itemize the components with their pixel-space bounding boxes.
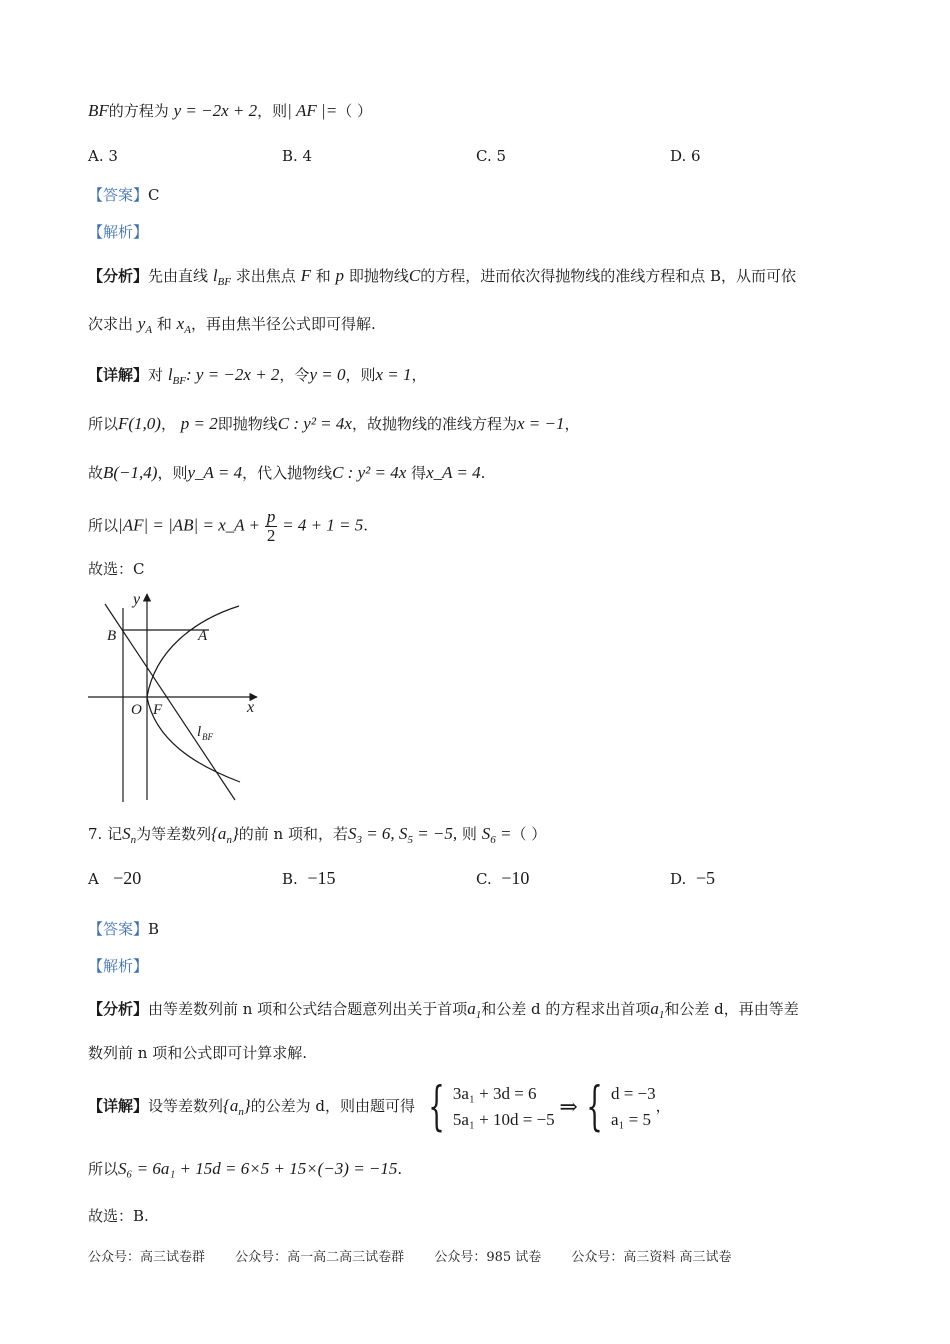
q6-detail-tag: 【详解】	[88, 366, 149, 384]
line-bf	[105, 604, 235, 800]
q7-detail-text: 所以	[88, 1160, 119, 1178]
q6-stem-abs: | AF |=	[287, 101, 338, 120]
q6-stem-bf: BF	[88, 101, 109, 120]
q6-stem-paren: （ ）	[337, 102, 372, 120]
left-brace: {	[586, 1077, 603, 1137]
q7-sn: $S_n$	[122, 824, 137, 846]
q7-option-c	[476, 868, 529, 889]
label-o: O	[131, 702, 142, 718]
q6-detail-eq: y = 0	[309, 365, 346, 384]
q6-analysis-text: 和	[156, 315, 172, 333]
q6-analysis-text: 即抛物线	[348, 267, 409, 285]
q6-analysis-ya: $y_A$	[137, 314, 153, 336]
q6-stem-prefix: 的方程为	[108, 102, 169, 120]
q6-detail-text: 所以	[88, 415, 119, 433]
q6-analysis-xa: $x_A$	[176, 314, 191, 336]
q6-detail-text: 所以	[88, 516, 119, 535]
q7-condition: $S_3 = 6$, $S_5 = -5$,	[347, 824, 458, 846]
fraction-numerator: p	[266, 507, 276, 526]
q7-system-right	[611, 1081, 656, 1133]
q7-detail-line2	[88, 1158, 402, 1180]
q6-detail-line3	[88, 462, 485, 484]
label-x: x	[247, 699, 255, 716]
q7-answer-value: B	[148, 920, 160, 938]
q7-stem-text: 为等差数列	[136, 825, 212, 843]
q7-seq: $\{a_n\}$	[211, 824, 239, 846]
q7-detail-text: ，	[655, 1097, 671, 1115]
q7-detail-text: 设等差数列	[148, 1097, 224, 1115]
q6-detail-eq: x_A = 4	[426, 463, 481, 482]
q6-detail-text: ，则	[345, 366, 376, 384]
q6-stem-mid: ，则	[257, 102, 288, 120]
q7-analysis-text: 和公差 d 的方程求出首项	[481, 1000, 651, 1018]
system-equation: d = −3	[610, 1084, 656, 1103]
q6-detail-text: ，	[411, 366, 427, 384]
q7-detail-line1	[88, 1078, 671, 1140]
q7-a1: $a_1$	[467, 999, 482, 1021]
footer-item: 公众号：高三资料 高三试卷	[571, 1250, 732, 1265]
label-b: B	[107, 628, 117, 644]
option-letter: C.	[476, 870, 492, 888]
q6-detail-text: 故	[88, 464, 104, 482]
label-y: y	[133, 591, 141, 608]
q7-s6: $S_6$ =	[481, 824, 512, 846]
q7-option-d	[670, 868, 715, 889]
q7-stem-text: 的前 n 项和，若	[238, 825, 348, 843]
left-brace: {	[428, 1077, 445, 1137]
q6-option-c: C. 5	[476, 147, 507, 165]
option-value: −15	[307, 868, 336, 888]
q7-analysis-text: 由等差数列前 n 项和公式结合题意列出关于首项	[148, 1000, 468, 1018]
q6-analysis-text: 先由直线	[148, 267, 209, 285]
q7-option-a	[88, 868, 141, 889]
option-value: −10	[501, 868, 530, 888]
q7-conclusion: 故选：B.	[88, 1207, 149, 1225]
q6-analysis-line1	[88, 265, 796, 293]
label-l-sub: BF	[202, 732, 213, 742]
q6-detail-eq: y_A = 4	[187, 463, 243, 482]
q7-answer	[88, 918, 159, 940]
footer-item: 公众号：985 试卷	[434, 1250, 542, 1265]
q6-detail-text: .	[363, 516, 369, 535]
q6-detail-eq: p = 2	[180, 414, 218, 433]
q6-answer	[88, 184, 160, 206]
q6-detail-eq: C : y² = 4x	[332, 463, 407, 482]
q6-detail-text: ，令	[279, 366, 310, 384]
q6-analysis-text: ，再由焦半径公式即可得解.	[190, 315, 376, 333]
option-letter: D.	[670, 870, 687, 888]
q6-detail-text: .	[480, 464, 486, 482]
q7-stem-text: 则	[461, 825, 477, 843]
q6-detail-text: ，	[160, 415, 176, 433]
q6-answer-tag: 【答案】	[88, 186, 149, 204]
q6-analysis-line2	[88, 313, 376, 341]
q6-detail-text: ，故抛物线的准线方程为	[351, 415, 517, 433]
q6-detail-text: 得	[411, 464, 427, 482]
q6-conclusion: 故选：C	[88, 560, 145, 578]
parabola-figure	[85, 590, 265, 805]
q6-detail-eq: x = −1	[516, 414, 565, 433]
option-value: −20	[113, 868, 142, 888]
option-letter: B.	[282, 870, 298, 888]
q6-detail-text: ，代入抛物线	[242, 464, 333, 482]
q6-option-d: D. 6	[670, 147, 701, 165]
q7-analysis-text: 和公差 d，再由等差	[664, 1000, 799, 1018]
q6-detail-eq: = 4 + 1 = 5	[282, 515, 364, 535]
q7-a1: $a_1$	[650, 999, 665, 1021]
q6-detail-lbf: $l_{BF}$	[167, 365, 186, 387]
q6-detail-eq: C : y² = 4x	[277, 414, 352, 433]
system-equation: a₁ = 5	[610, 1110, 652, 1129]
q6-detail-eq: B(−1,4)	[103, 463, 158, 482]
q6-detail-text: 即抛物线	[217, 415, 278, 433]
q7-detail-text: 的公差为 d，则由题可得	[250, 1097, 416, 1115]
q6-analysis-tag: 【分析】	[88, 267, 149, 285]
q6-analysis-text: 和	[315, 267, 331, 285]
q7-seq: $\{a_n\}$	[223, 1096, 251, 1118]
q7-option-b	[282, 868, 336, 889]
footer-item: 公众号：高三试卷群	[88, 1250, 206, 1265]
q6-detail-text: 对	[148, 366, 164, 384]
q7-detail-eq: S₆ = 6a₁ + 15d = 6×5 + 15×(−3) = −15	[118, 1159, 398, 1178]
q6-option-a: A. 3	[88, 147, 118, 165]
q6-jiexi-tag: 【解析】	[88, 223, 149, 241]
q6-detail-text: ，则	[157, 464, 188, 482]
q6-analysis-text: 次求出	[88, 315, 134, 333]
q6-answer-value: C	[148, 186, 160, 204]
q7-analysis-tag: 【分析】	[88, 1000, 149, 1018]
q7-analysis-line2: 数列前 n 项和公式即可计算求解.	[88, 1044, 307, 1062]
q6-detail-eq: : y = −2x + 2	[186, 365, 280, 384]
q6-analysis-text: 求出焦点	[235, 267, 296, 285]
footer-item: 公众号：高一高二高三试卷群	[235, 1250, 405, 1265]
q7-detail-text: .	[397, 1160, 403, 1178]
option-letter: A	[88, 870, 99, 888]
q7-stem-paren: （ ）	[511, 825, 547, 843]
q7-analysis-line1	[88, 998, 799, 1026]
label-f: F	[153, 702, 163, 718]
fraction-denominator: 2	[266, 526, 276, 545]
q6-detail-line1	[88, 364, 427, 392]
q7-jiexi-tag: 【解析】	[88, 957, 149, 975]
q6-detail-eq: |AF| = |AB| = x_A +	[118, 515, 261, 535]
q6-detail-eq: F(1,0)	[118, 414, 161, 433]
q6-analysis-p: p	[335, 266, 345, 285]
q6-detail-fraction	[265, 508, 278, 545]
page-footer	[88, 1246, 758, 1265]
q6-analysis-c: C	[408, 266, 421, 285]
q6-analysis-lbf: $l_{BF}$	[212, 266, 231, 288]
label-l: l	[197, 724, 202, 740]
q6-option-b: B. 4	[282, 147, 313, 165]
implies-arrow: ⇒	[559, 1094, 578, 1119]
q7-stem	[88, 823, 546, 851]
q6-analysis-text: 的方程，进而依次得抛物线的准线方程和点 B，从而可依	[420, 267, 796, 285]
label-a: A	[198, 628, 208, 644]
parabola-curve	[147, 606, 240, 782]
q7-number: 7.	[88, 825, 103, 843]
q6-detail-text: ，	[564, 415, 580, 433]
q6-detail-eq: x = 1	[375, 365, 412, 384]
q7-detail-tag: 【详解】	[88, 1097, 149, 1115]
q6-detail-line2	[88, 413, 579, 435]
q7-system-left	[453, 1081, 555, 1133]
system-equation: 5a₁ + 10d = −5	[452, 1110, 555, 1129]
q6-detail-line4	[88, 508, 368, 545]
q6-stem	[88, 100, 372, 122]
q6-stem-eq: y = −2x + 2	[173, 101, 258, 120]
q7-answer-tag: 【答案】	[88, 920, 149, 938]
q7-stem-text: 记	[107, 825, 123, 843]
option-value: −5	[695, 868, 715, 888]
q6-analysis-f: F	[300, 266, 311, 285]
system-equation: 3a₁ + 3d = 6	[452, 1084, 537, 1103]
